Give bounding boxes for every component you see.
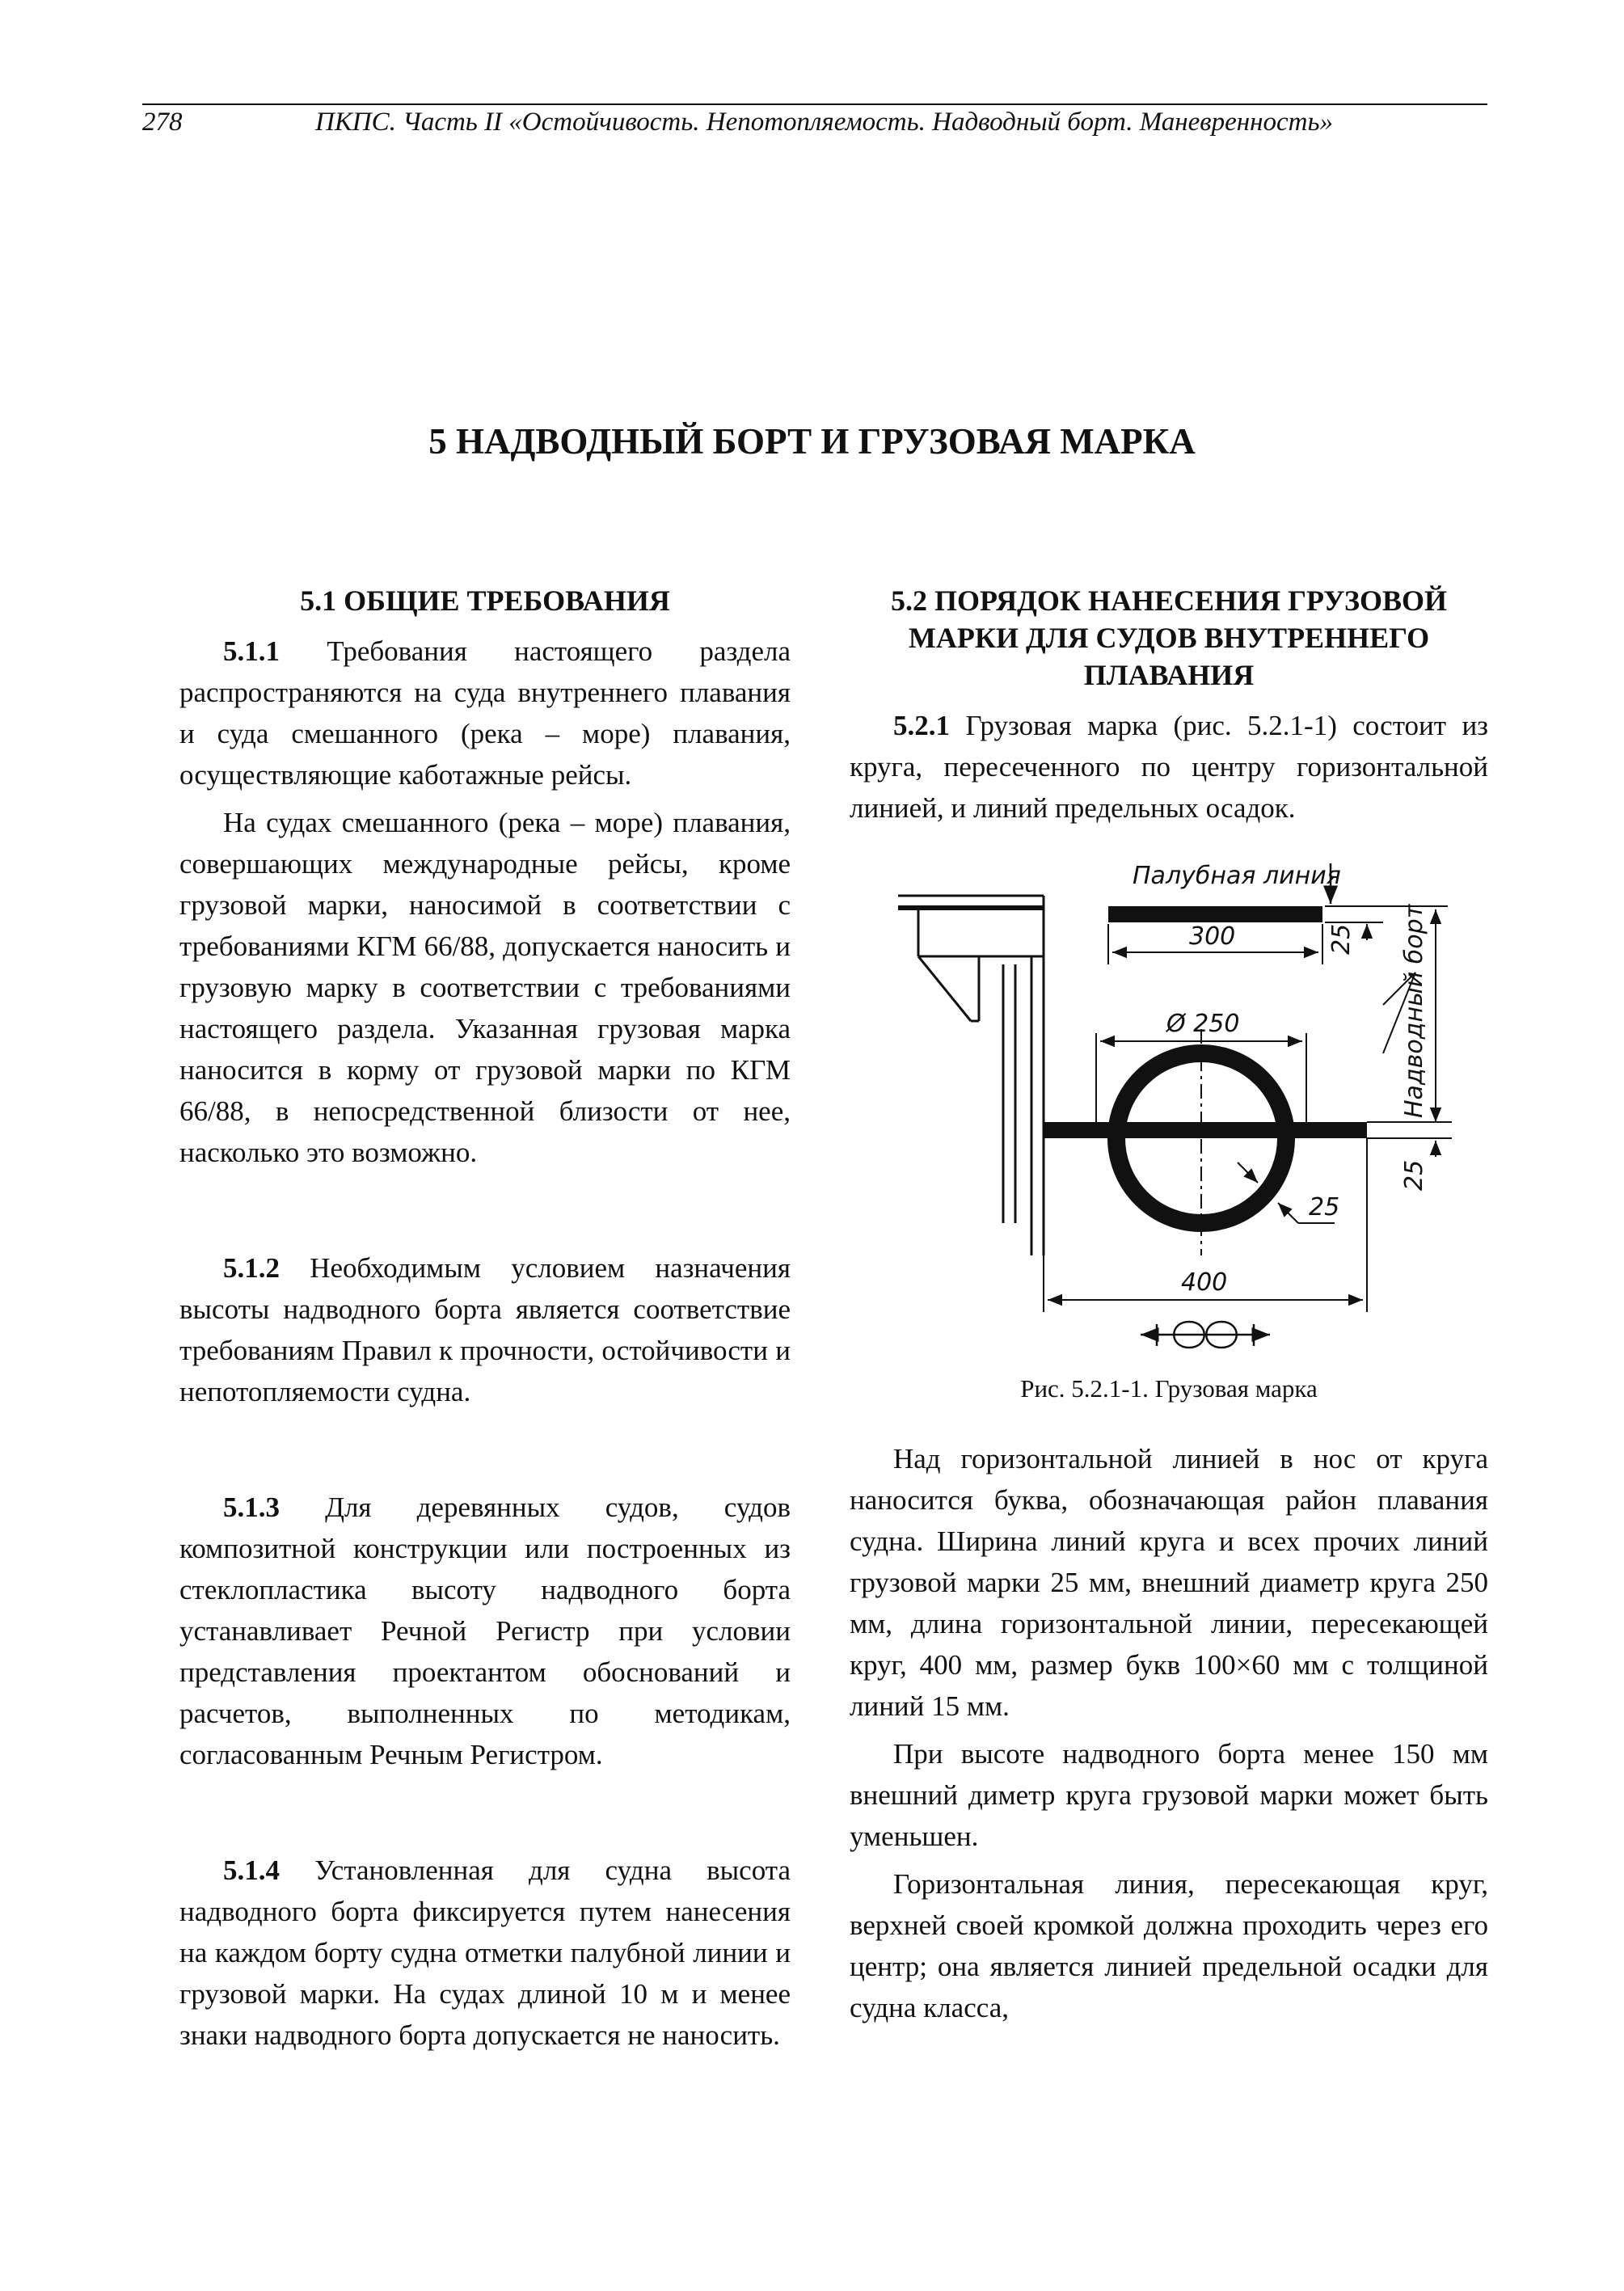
load-line-figure bbox=[850, 859, 1488, 1406]
running-title: ПКПС. Часть II «Остойчивость. Непотопляемость. Надводный борт. Маневренность» bbox=[315, 108, 1334, 137]
deck-line-bar bbox=[1108, 906, 1322, 922]
freeboard-label: Надводный борт bbox=[1400, 904, 1428, 1118]
dim-25-bottom-label: 25 bbox=[1400, 1159, 1428, 1191]
left-column bbox=[179, 582, 791, 2056]
chapter-title: 5 НАДВОДНЫЙ БОРТ И ГРУЗОВАЯ МАРКА bbox=[428, 421, 1196, 462]
figure-caption: Рис. 5.2.1-1. Грузовая марка bbox=[1020, 1374, 1318, 1403]
paragraph-letter-mark: Над горизонтальной линией в нос от круга наносится буква, обозначающая район плавания судна. Ширина линий круга и всех прочих линий грузовой марки 25 мм, внешний диаметр круга 250 мм, длина горизонтальной линии, пересекающей круг, 400 мм, размер букв 100×60 мм с толщиной линий 15 мм. bbox=[850, 1443, 1488, 1722]
paragraph-5-2-1: 5.2.1 Грузовая марка (рис. 5.2.1-1) состоит из круга, пересеченного по центру горизонтальной линией, и линий предельных осадок. bbox=[850, 710, 1488, 824]
paragraph-5-1-1-b: На судах смешанного (река – море) плавания, совершающих международные рейсы, кроме грузовой марки, наносимой в соответствии с требованиями КГМ 66/88, допускается наносить и грузовую марку в соответствии с требованиями настоящего раздела. Указанная грузовая марка наносится в корму от грузовой марки по КГМ 66/88, в непосредственной близости от нее, насколько это возможно. bbox=[179, 807, 791, 1168]
paragraph-5-1-2: 5.1.2 Необходимым условием назначения высоты надводного борта является соответствие требованиям Правил к прочности, остойчивости и непотопляемости судна. bbox=[179, 1252, 791, 1407]
dim-250-label: Ø 250 bbox=[1166, 1010, 1240, 1038]
paragraph-5-1-1: 5.1.1 Требования настоящего раздела распространяются на суда внутреннего плавания и суда смешанного (река – море) плавания, осуществляющие каботажные рейсы. bbox=[179, 635, 791, 791]
section-5-2-title: 5.2 ПОРЯДОК НАНЕСЕНИЯ ГРУЗОВОЙ МАРКИ ДЛЯ СУДОВ ВНУТРЕННЕГО ПЛАВАНИЯ bbox=[890, 584, 1448, 691]
clause-number: 5.2.1 bbox=[893, 710, 950, 741]
paragraph-horizontal-line: Горизонтальная линия, пересекающая круг, верхней своей кромкой должна проходить через его центр; она является линией предельной осадки для судна класса, bbox=[850, 1868, 1488, 2023]
running-header bbox=[142, 103, 1487, 137]
dim-25-top-label: 25 bbox=[1327, 923, 1356, 955]
hull-structure bbox=[898, 896, 1044, 1255]
paragraph-5-1-4: 5.1.4 Установленная для судна высота надводного борта фиксируется путем нанесения на каждом борту судна отметки палубной линии и грузовой марки. На судах длиной 10 м и менее знаки надводного борта допускается не наносить. bbox=[179, 1854, 791, 2051]
load-line-bar bbox=[1044, 1122, 1367, 1138]
dim-300-label: 300 bbox=[1189, 922, 1236, 951]
paragraph-reduced-diameter: При высоте надводного борта менее 150 мм внешний диметр круга грузовой марки может быть уменьшен. bbox=[850, 1738, 1488, 1852]
load-line-drawing bbox=[850, 859, 1488, 1369]
paragraph-5-1-3: 5.1.3 Для деревянных судов, судов композитной конструкции или построенных из стеклопластика высоту надводного борта устанавливает Речной Регистр при условии представления проектантом обоснований и расчетов, выполненных по методикам, согласованным Речным Регистром. bbox=[179, 1491, 791, 1770]
right-column bbox=[850, 582, 1488, 2028]
deck-line-label: Палубная линия bbox=[1133, 862, 1341, 890]
dim-25-ring-label: 25 bbox=[1309, 1193, 1340, 1221]
bow-direction-symbol bbox=[1141, 1322, 1270, 1348]
dim-400-label: 400 bbox=[1181, 1268, 1228, 1297]
page-number: 278 bbox=[142, 108, 183, 137]
clause-number: 5.1.2 bbox=[223, 1252, 280, 1284]
clause-number: 5.1.4 bbox=[223, 1854, 280, 1886]
section-5-1-title: 5.1 ОБЩИЕ ТРЕБОВАНИЯ bbox=[300, 584, 670, 617]
clause-number: 5.1.3 bbox=[223, 1491, 280, 1523]
clause-number: 5.1.1 bbox=[223, 635, 280, 667]
